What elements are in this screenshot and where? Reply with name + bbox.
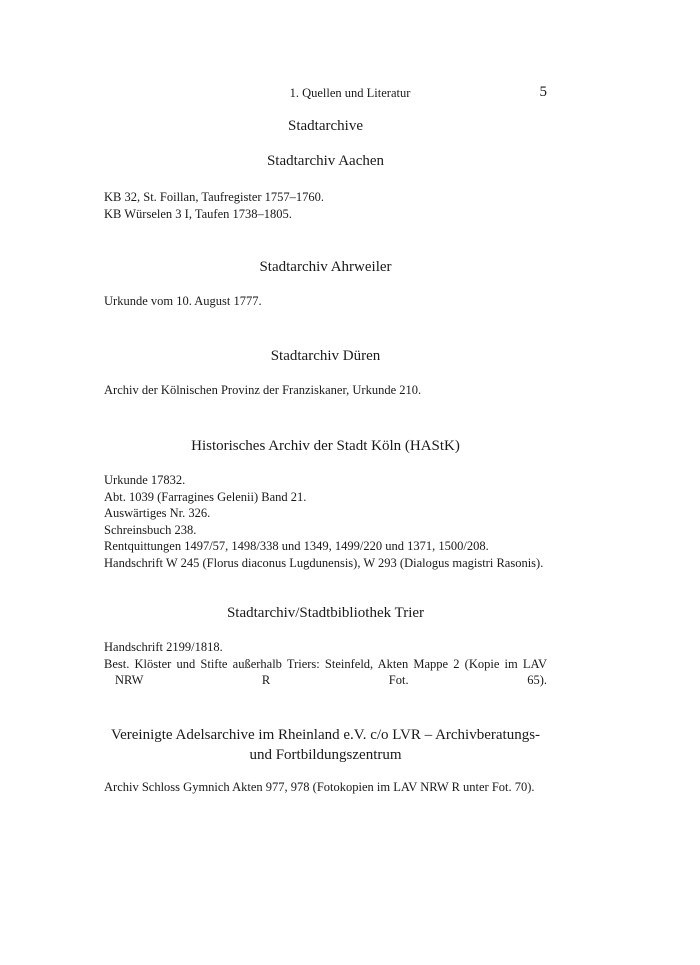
archive-entry: Rentquittungen 1497/57, 1498/338 und 1349, 1499/220 und 1371, 1500/208.	[104, 539, 489, 553]
archive-entry: Auswärtiges Nr. 326.	[104, 506, 211, 520]
archive-entry: Schreinsbuch 238.	[104, 522, 197, 537]
archive-heading: Stadtarchiv Düren	[270, 348, 381, 364]
archive-aachen-entries	[104, 189, 547, 222]
archive-ahrweiler-entries	[104, 293, 547, 310]
page-number: 5	[539, 84, 547, 100]
running-head	[0, 84, 700, 104]
archive-entry: Abt. 1039 (Farragines Gelenii) Band 21.	[104, 489, 307, 504]
archive-heading: Stadtarchiv Ahrweiler	[259, 259, 392, 275]
section-title: Stadtarchive	[288, 118, 363, 134]
archive-heading-line: und Fortbildungszentrum	[249, 747, 402, 763]
archive-entry: Handschrift 2199/1818.	[104, 640, 223, 654]
archive-entry: Archiv Schloss Gymnich Akten 977, 978 (Fotokopien im LAV NRW R unter Fot. 70).	[104, 780, 535, 794]
archive-koeln	[104, 436, 547, 456]
archive-entry: KB 32, St. Foillan, Taufregister 1757–1760.	[104, 190, 325, 204]
archive-dueren	[104, 346, 547, 366]
running-title: 1. Quellen und Literatur	[289, 86, 411, 100]
archive-entry: Archiv der Kölnischen Provinz der Franziskaner, Urkunde 210.	[104, 383, 422, 397]
archive-heading: Stadtarchiv Aachen	[266, 153, 385, 169]
archive-adelsarchive	[104, 725, 547, 765]
section-title-block	[104, 116, 547, 136]
archive-entry: Urkunde 17832.	[104, 473, 186, 487]
archive-heading: Historisches Archiv der Stadt Köln (HAStK)	[191, 438, 460, 454]
archive-adelsarchive-entries	[104, 779, 547, 796]
archive-trier	[104, 603, 547, 623]
archive-heading: Stadtarchiv/Stadtbibliothek Trier	[226, 605, 425, 621]
archive-entry: Urkunde vom 10. August 1777.	[104, 294, 262, 308]
archive-entry: Best. Klöster und Stifte außerhalb Triers: Steinfeld, Akten Mappe 2 (Kopie im LAV NRW R Fot. 65).	[104, 656, 547, 687]
archive-heading-line: Vereinigte Adelsarchive im Rheinland e.V. c/o LVR – Archivberatungs-	[110, 727, 541, 743]
archive-ahrweiler	[104, 257, 547, 277]
archive-dueren-entries	[104, 382, 547, 399]
archive-aachen	[104, 151, 547, 171]
archive-trier-entries	[104, 639, 547, 705]
archive-entry: Handschrift W 245 (Florus diaconus Lugdunensis), W 293 (Dialogus magistri Rasonis).	[104, 555, 544, 570]
archive-entry: KB Würselen 3 I, Taufen 1738–1805.	[104, 206, 292, 221]
archive-koeln-entries	[104, 472, 547, 571]
